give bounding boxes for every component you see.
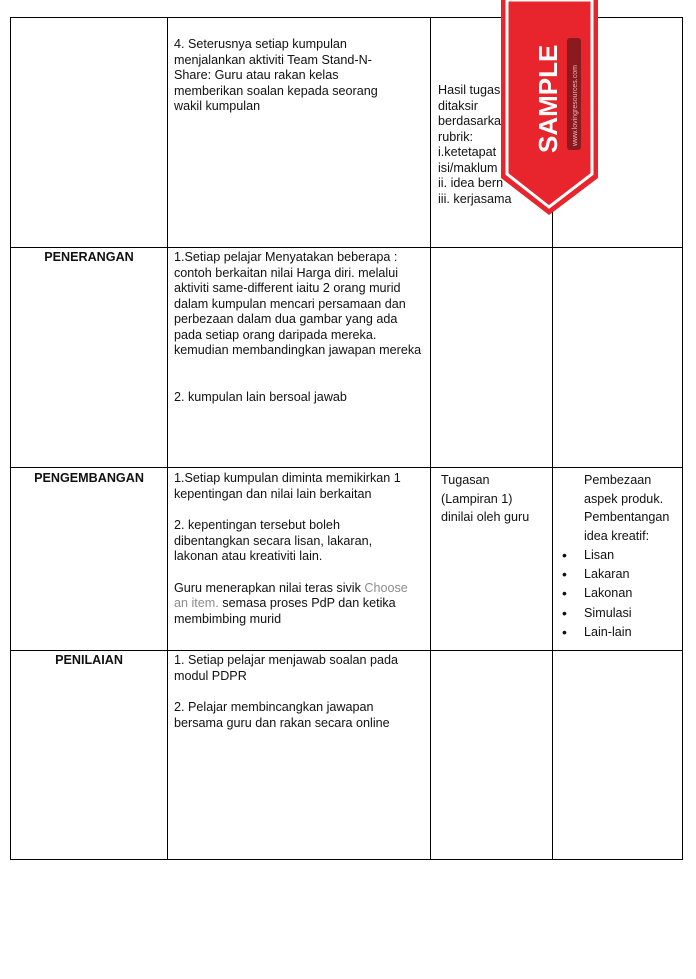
row1-activity-cell [174,37,404,115]
assessment-line: isi/maklum [438,160,498,175]
assessment-line: rubrik: [438,129,473,144]
assessment-line: (Lampiran 1) [441,491,513,506]
table-divider-col2 [430,17,431,860]
assessment-line: iii. kerjasama [438,191,512,206]
row4-activity-text-1: 1. Setiap pelajar menjawab soalan pada modul PDPR [174,653,399,683]
list-item: • Lain-lain [584,623,682,642]
row3-activity-text-2: 2. kepentingan tersebut boleh dibentangkan secara lisan, lakaran, lakonan atau kreativiti lain. [174,518,373,563]
table-row-divider-2 [10,467,683,468]
notes-line: Pembentangan [584,510,670,524]
row3-activity-text-3b: semasa proses PdP dan ketika membimbing murid [174,596,396,626]
assessment-line: i.ketetapat [438,145,497,159]
notes-line: idea kreatif: [584,528,650,543]
row4-activity-text-2: 2. Pelajar membincangkan jawapan bersama guru dan rakan secara online [174,700,390,730]
table-border-left [10,17,11,860]
row1-activity-text: 4. Seterusnya setiap kumpulan menjalankan aktiviti Team Stand-N-Share: Guru atau rakan kelas memberikan soalan kepada seorang wakil kumpulan [174,37,378,113]
row4-stage-label: PENILAIAN [55,653,123,667]
notes-line: aspek produk. [584,491,664,506]
list-item: • Lisan [584,546,682,565]
row2-activity-text-1: 1.Setiap pelajar Menyatakan beberapa : contoh berkaitan nilai Harga diri. melalui aktiviti same-different iaitu 2 orang murid dalam kumpulan mencari persamaan dan perbezaan dalam dua gambar yang ada pada setiap orang daripada mereka. kemudian membandingkan jawapan mereka [174,250,422,357]
row2-stage-label: PENERANGAN [44,250,134,264]
sample-watermark-ribbon [501,0,598,216]
notes-bullet-list [584,546,682,642]
row3-activity-text-3 [174,581,414,628]
assessment-line: Tugasan [441,473,490,487]
sample-watermark-text: SAMPLE [533,44,563,153]
row2-activity-text-2: 2. kumpulan lain bersoal jawab [174,389,347,404]
row3-notes-cell [584,471,682,642]
assessment-line: berdasarka [438,114,502,128]
row4-activity-cell [174,653,426,731]
row3-activity-text-3a: Guru menerapkan nilai teras sivik [174,580,361,595]
assessment-line: dinilai oleh guru [441,510,530,524]
table-divider-col1 [167,17,168,860]
row3-activity-text-1: 1.Setiap kumpulan diminta memikirkan 1 kepentingan dan nilai lain berkaitan [174,471,401,501]
row2-activity-cell [174,250,426,405]
list-item: • Lakonan [584,584,682,603]
assessment-line: ii. idea bern [438,176,504,190]
row3-stage-label: PENGEMBANGAN [34,471,144,485]
list-item: • Lakaran [584,565,682,584]
list-item: • Simulasi [584,604,682,623]
notes-line: Pembezaan [584,473,652,487]
choose-an-item-dropdown[interactable]: Choose an item. [174,580,408,610]
table-row-divider-3 [10,650,683,651]
table-row-divider-1 [10,247,683,248]
assessment-line: ditaksir [438,98,478,113]
sample-watermark-url: www.lovingresources.com [572,65,579,146]
assessment-line: Hasil tugas [438,83,501,97]
row3-assessment-cell [441,471,549,527]
table-border-right [682,17,683,860]
row3-activity-cell [174,471,426,627]
ribbon-shape [501,0,598,216]
table-border-bottom [10,859,683,860]
